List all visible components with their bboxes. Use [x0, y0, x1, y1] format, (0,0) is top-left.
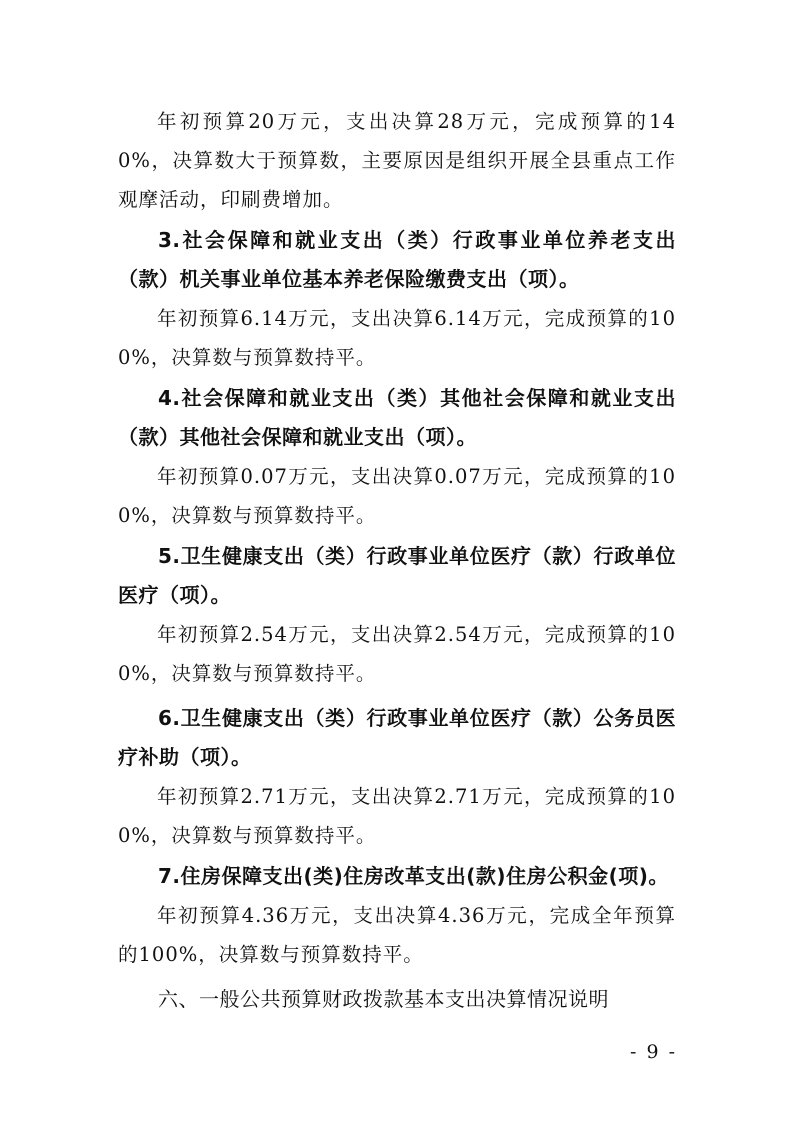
paragraph-item-3-detail: 年初预算6.14万元，支出决算6.14万元，完成预算的100%，决算数与预算数持平。: [118, 307, 676, 369]
section-title-six-basic-expenditure: 六、一般公共预算财政拨款基本支出决算情况说明: [158, 987, 609, 1011]
paragraph-item-5-detail: 年初预算2.54万元，支出决算2.54万元，完成预算的100%，决算数与预算数持平。: [118, 623, 676, 685]
heading-item-3-pension-insurance: 3.社会保障和就业支出（类）行政事业单位养老支出（款）机关事业单位基本养老保险缴费支出（项）。: [118, 228, 676, 291]
paragraph-item-6-detail: 年初预算2.71万元，支出决算2.71万元，完成预算的100%，决算数与预算数持平。: [118, 785, 676, 847]
paragraph-item-4-detail: 年初预算0.07万元，支出决算0.07万元，完成预算的100%，决算数与预算数持平。: [118, 465, 676, 527]
paragraph-publicity-fee-explanation: 年初预算20万元，支出决算28万元，完成预算的140%，决算数大于预算数，主要原因是组织开展全县重点工作观摩活动，印刷费增加。: [118, 110, 676, 211]
heading-item-5-administrative-medical: 5.卫生健康支出（类）行政事业单位医疗（款）行政单位医疗（项）。: [118, 544, 676, 607]
heading-item-4-other-social-security: 4.社会保障和就业支出（类）其他社会保障和就业支出（款）其他社会保障和就业支出（项）。: [118, 386, 676, 449]
heading-item-7-housing-provident-fund: 7.住房保障支出(类)住房改革支出(款)住房公积金(项)。: [158, 864, 669, 888]
page-number: - 9 -: [629, 1041, 677, 1063]
document-body: [118, 102, 676, 1019]
paragraph-item-7-detail: 年初预算4.36万元，支出决算4.36万元，完成全年预算的100%，决算数与预算数持平。: [118, 904, 676, 966]
heading-item-6-civil-servant-medical-subsidy: 6.卫生健康支出（类）行政事业单位医疗（款）公务员医疗补助（项）。: [118, 706, 676, 769]
